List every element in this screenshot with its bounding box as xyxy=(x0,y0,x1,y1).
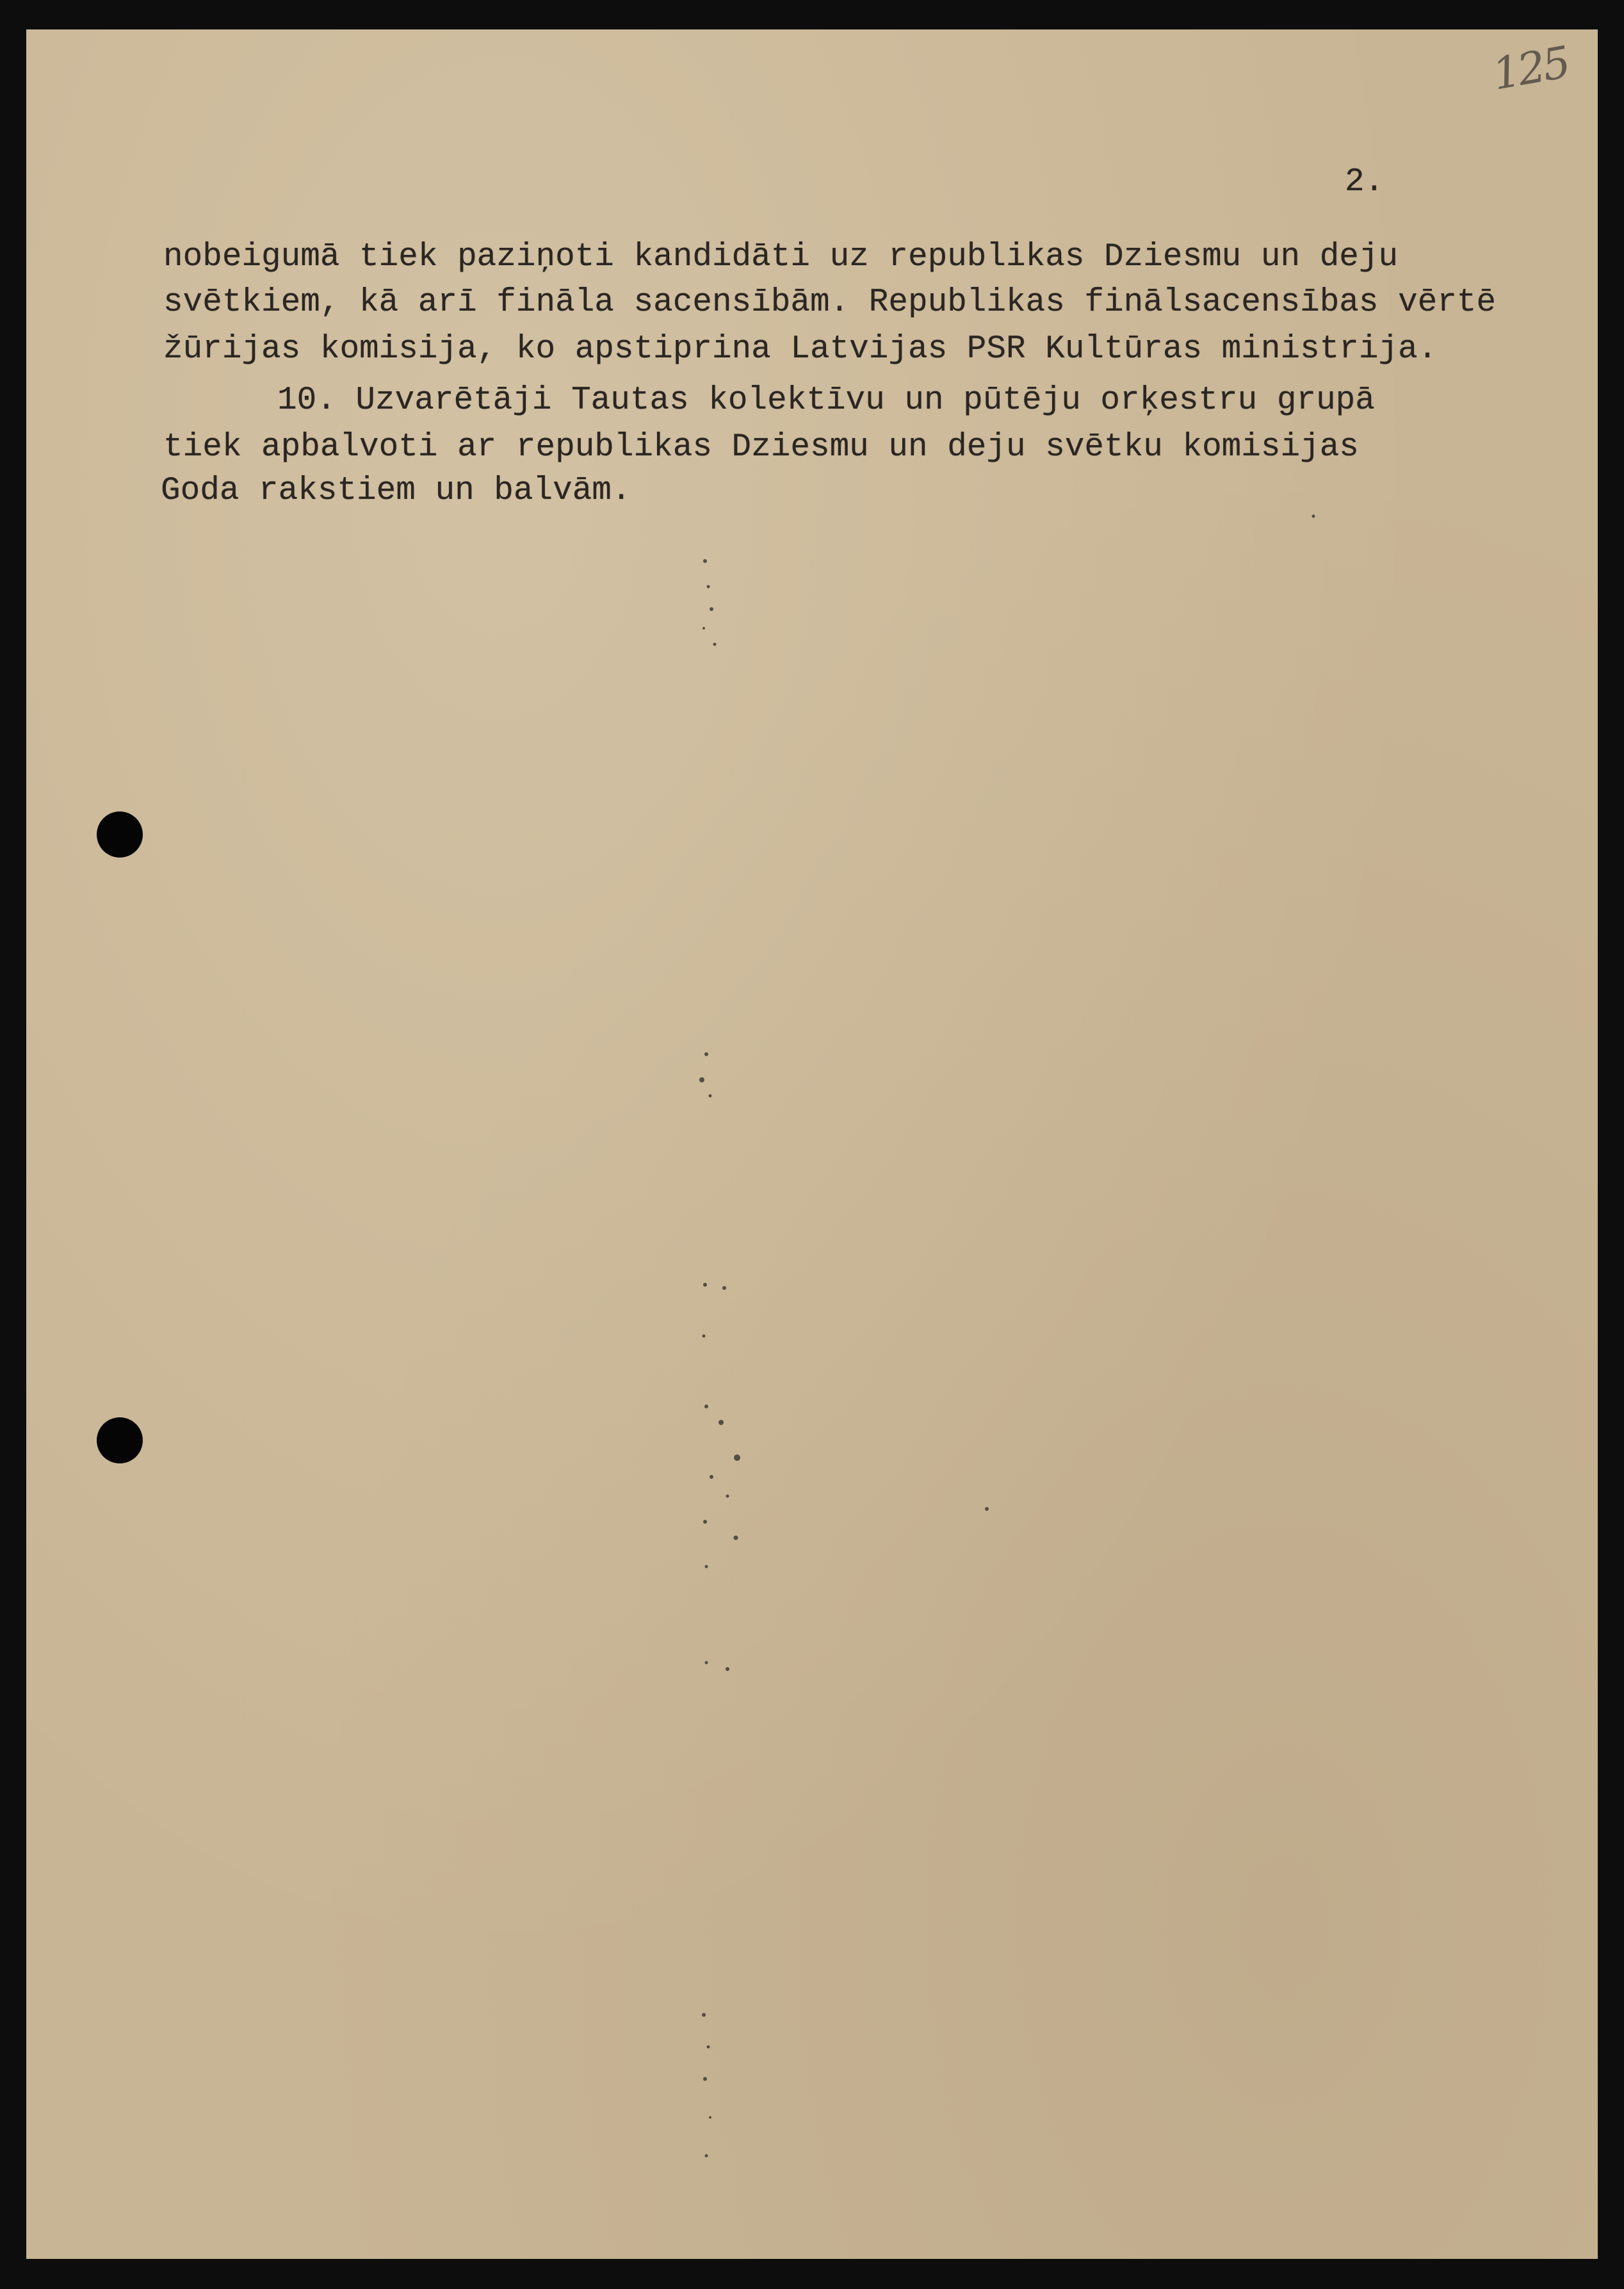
speck xyxy=(703,1520,707,1524)
page-number: 2. xyxy=(1345,164,1384,200)
speck xyxy=(704,1052,708,1056)
speck xyxy=(719,1420,724,1425)
speck xyxy=(710,607,713,611)
speck xyxy=(709,2116,711,2119)
speck xyxy=(985,1507,989,1511)
body-line: svētkiem, kā arī fināla sacensībām. Republikas finālsacensības vērtē xyxy=(163,284,1497,321)
body-line: tiek apbalvoti ar republikas Dziesmu un deju svētku komisijas xyxy=(163,429,1359,466)
speck xyxy=(703,2077,707,2081)
speck xyxy=(702,2013,706,2017)
speck xyxy=(703,1283,707,1287)
speck xyxy=(734,1536,738,1540)
speck xyxy=(704,1405,708,1408)
body-line: nobeigumā tiek paziņoti kandidāti uz republikas Dziesmu un deju xyxy=(163,239,1399,275)
paper-sheet xyxy=(26,29,1598,2259)
speck xyxy=(705,1661,708,1665)
paragraph-start-line: 10. Uzvarētāji Tautas kolektīvu un pūtēju orķestru grupā xyxy=(277,382,1375,419)
speck xyxy=(726,1495,729,1498)
speck xyxy=(707,2046,710,2049)
speck xyxy=(1312,515,1315,518)
speck xyxy=(713,643,717,646)
speck xyxy=(702,1335,706,1338)
handwritten-folio-number: 125 xyxy=(1489,37,1572,101)
speck xyxy=(705,1565,708,1568)
speck xyxy=(722,1286,726,1290)
speck xyxy=(726,1667,729,1671)
crease-specks xyxy=(26,29,1598,2259)
speck xyxy=(703,559,707,563)
body-line: žūrijas komisija, ko apstiprina Latvijas PSR Kultūras ministrija. xyxy=(163,331,1438,368)
speck xyxy=(699,1077,704,1082)
speck xyxy=(710,1475,713,1479)
speck xyxy=(707,585,710,589)
speck xyxy=(709,1095,712,1098)
speck xyxy=(702,627,705,630)
speck xyxy=(734,1454,740,1461)
speck xyxy=(705,2155,708,2158)
body-line: Goda rakstiem un balvām. xyxy=(161,473,631,509)
